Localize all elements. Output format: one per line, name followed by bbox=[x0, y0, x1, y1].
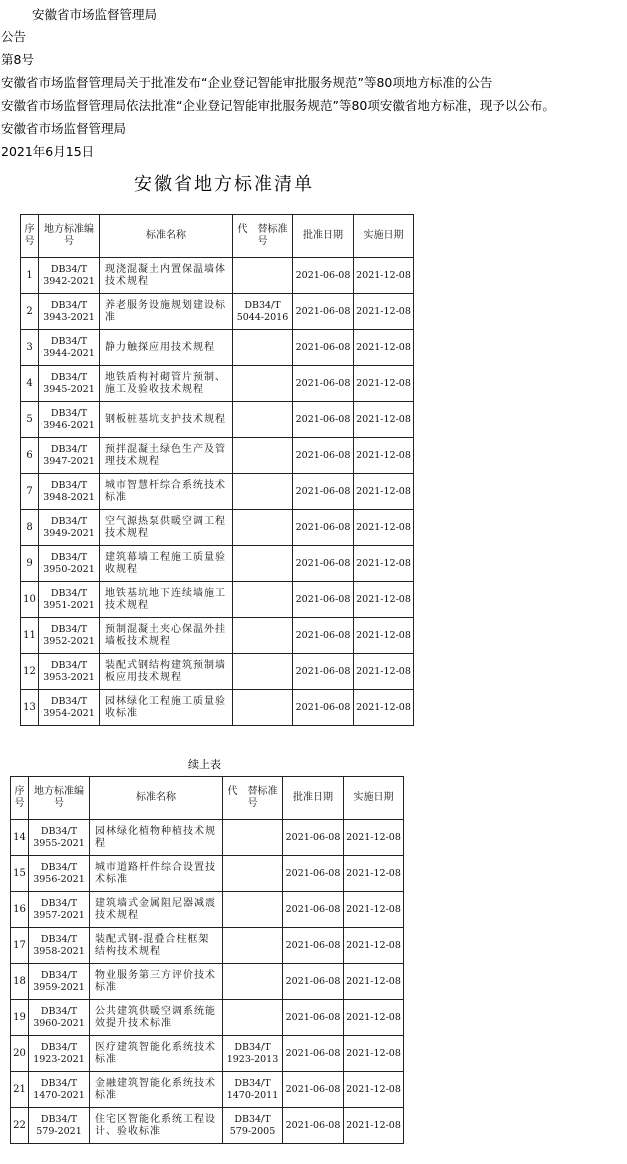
row-replaced-code bbox=[223, 964, 283, 1000]
row-approve-date: 2021-06-08 bbox=[283, 1036, 344, 1072]
row-standard-name: 地铁基坑地下连续墙施工技术规程 bbox=[100, 582, 233, 618]
row-approve-date: 2021-06-08 bbox=[293, 582, 354, 618]
row-standard-name: 医疗建筑智能化系统技术标准 bbox=[90, 1036, 223, 1072]
row-effective-date: 2021-12-08 bbox=[354, 438, 414, 474]
table-header-row bbox=[21, 215, 414, 258]
row-effective-date: 2021-12-08 bbox=[344, 820, 404, 856]
row-standard-code: DB34/T 3958-2021 bbox=[29, 928, 90, 964]
table-row bbox=[11, 820, 404, 856]
row-seq: 1 bbox=[21, 258, 39, 294]
row-standard-name: 养老服务设施规划建设标准 bbox=[100, 294, 233, 330]
row-seq: 17 bbox=[11, 928, 29, 964]
table-row bbox=[21, 654, 414, 690]
continued-label: 续上表 bbox=[188, 758, 221, 771]
row-seq: 11 bbox=[21, 618, 39, 654]
row-standard-name: 园林绿化工程施工质量验收标准 bbox=[100, 690, 233, 726]
row-replaced-code bbox=[233, 582, 293, 618]
row-replaced-code bbox=[223, 928, 283, 964]
standards-table bbox=[20, 214, 414, 726]
row-seq: 5 bbox=[21, 402, 39, 438]
row-standard-name: 地铁盾构衬砌管片预制、施工及验收技术规程 bbox=[100, 366, 233, 402]
row-standard-name: 静力触探应用技术规程 bbox=[100, 330, 233, 366]
row-replaced-code bbox=[233, 690, 293, 726]
row-standard-name: 钢板桩基坑支护技术规程 bbox=[100, 402, 233, 438]
agency-heading: 安徽省市场监督管理局 bbox=[32, 7, 158, 22]
row-standard-code: DB34/T 1470-2021 bbox=[29, 1072, 90, 1108]
row-seq: 14 bbox=[11, 820, 29, 856]
col-name: 标准名称 bbox=[100, 215, 233, 258]
row-seq: 12 bbox=[21, 654, 39, 690]
row-standard-code: DB34/T 3953-2021 bbox=[39, 654, 100, 690]
row-standard-code: DB34/T 3950-2021 bbox=[39, 546, 100, 582]
row-seq: 13 bbox=[21, 690, 39, 726]
col-replaced: 代 替标准号 bbox=[223, 777, 283, 820]
row-seq: 3 bbox=[21, 330, 39, 366]
row-standard-code: DB34/T 3952-2021 bbox=[39, 618, 100, 654]
row-standard-name: 公共建筑供暖空调系统能效提升技术标准 bbox=[90, 1000, 223, 1036]
row-approve-date: 2021-06-08 bbox=[293, 654, 354, 690]
standards-table-continued bbox=[10, 776, 404, 1144]
row-replaced-code bbox=[233, 330, 293, 366]
row-replaced-code bbox=[233, 474, 293, 510]
row-approve-date: 2021-06-08 bbox=[293, 474, 354, 510]
row-seq: 16 bbox=[11, 892, 29, 928]
table-row bbox=[21, 294, 414, 330]
row-standard-code: DB34/T 3949-2021 bbox=[39, 510, 100, 546]
row-replaced-code bbox=[233, 258, 293, 294]
row-seq: 21 bbox=[11, 1072, 29, 1108]
row-replaced-code bbox=[223, 820, 283, 856]
row-approve-date: 2021-06-08 bbox=[293, 294, 354, 330]
row-seq: 10 bbox=[21, 582, 39, 618]
row-replaced-code: DB34/T 1470-2011 bbox=[223, 1072, 283, 1108]
row-standard-code: DB34/T 3959-2021 bbox=[29, 964, 90, 1000]
col-effective-date: 实施日期 bbox=[344, 777, 404, 820]
row-standard-code: DB34/T 3951-2021 bbox=[39, 582, 100, 618]
table-row bbox=[11, 1108, 404, 1144]
row-effective-date: 2021-12-08 bbox=[344, 1072, 404, 1108]
row-standard-name: 建筑墙式金属阻尼器减震技术规程 bbox=[90, 892, 223, 928]
table-row bbox=[21, 366, 414, 402]
row-seq: 19 bbox=[11, 1000, 29, 1036]
row-replaced-code bbox=[233, 510, 293, 546]
col-approve-date: 批准日期 bbox=[293, 215, 354, 258]
table-row bbox=[21, 582, 414, 618]
row-effective-date: 2021-12-08 bbox=[354, 330, 414, 366]
row-seq: 8 bbox=[21, 510, 39, 546]
row-approve-date: 2021-06-08 bbox=[283, 1072, 344, 1108]
row-standard-name: 预制混凝土夹心保温外挂墙板技术规程 bbox=[100, 618, 233, 654]
col-seq: 序号 bbox=[21, 215, 39, 258]
row-standard-name: 城市智慧杆综合系统技术标准 bbox=[100, 474, 233, 510]
col-code: 地方标准编 号 bbox=[29, 777, 90, 820]
row-effective-date: 2021-12-08 bbox=[354, 546, 414, 582]
table-row bbox=[11, 1000, 404, 1036]
table-header-row bbox=[11, 777, 404, 820]
row-standard-code: DB34/T 3956-2021 bbox=[29, 856, 90, 892]
row-standard-name: 装配式钢-混叠合柱框架结构技术规程 bbox=[90, 928, 223, 964]
table-row bbox=[11, 964, 404, 1000]
row-replaced-code bbox=[223, 1000, 283, 1036]
row-replaced-code bbox=[233, 618, 293, 654]
row-standard-code: DB34/T 3945-2021 bbox=[39, 366, 100, 402]
row-replaced-code bbox=[233, 366, 293, 402]
row-standard-name: 空气源热泵供暖空调工程技术规程 bbox=[100, 510, 233, 546]
row-standard-code: DB34/T 3948-2021 bbox=[39, 474, 100, 510]
notice-date: 2021年6月15日 bbox=[1, 144, 95, 159]
row-effective-date: 2021-12-08 bbox=[344, 964, 404, 1000]
col-seq: 序号 bbox=[11, 777, 29, 820]
row-standard-code: DB34/T 3954-2021 bbox=[39, 690, 100, 726]
table-row bbox=[21, 330, 414, 366]
row-standard-code: DB34/T 3944-2021 bbox=[39, 330, 100, 366]
row-seq: 18 bbox=[11, 964, 29, 1000]
row-effective-date: 2021-12-08 bbox=[344, 892, 404, 928]
row-effective-date: 2021-12-08 bbox=[354, 402, 414, 438]
row-seq: 15 bbox=[11, 856, 29, 892]
row-approve-date: 2021-06-08 bbox=[293, 690, 354, 726]
row-standard-code: DB34/T 579-2021 bbox=[29, 1108, 90, 1144]
row-effective-date: 2021-12-08 bbox=[354, 474, 414, 510]
table-row bbox=[21, 474, 414, 510]
row-replaced-code bbox=[233, 546, 293, 582]
table-row bbox=[21, 438, 414, 474]
row-standard-code: DB34/T 3955-2021 bbox=[29, 820, 90, 856]
table-row bbox=[11, 1036, 404, 1072]
row-effective-date: 2021-12-08 bbox=[354, 618, 414, 654]
row-effective-date: 2021-12-08 bbox=[344, 856, 404, 892]
row-effective-date: 2021-12-08 bbox=[344, 928, 404, 964]
row-approve-date: 2021-06-08 bbox=[283, 928, 344, 964]
table-row bbox=[11, 892, 404, 928]
col-name: 标准名称 bbox=[90, 777, 223, 820]
table-row bbox=[21, 618, 414, 654]
table-row bbox=[21, 690, 414, 726]
row-standard-name: 金融建筑智能化系统技术标准 bbox=[90, 1072, 223, 1108]
notice-body: 安徽省市场监督管理局依法批准“企业登记智能审批服务规范”等80项安徽省地方标准，现予以公布。 bbox=[1, 98, 555, 113]
row-replaced-code bbox=[233, 402, 293, 438]
row-standard-name: 园林绿化植物种植技术规程 bbox=[90, 820, 223, 856]
row-replaced-code: DB34/T 1923-2013 bbox=[223, 1036, 283, 1072]
row-seq: 6 bbox=[21, 438, 39, 474]
row-seq: 2 bbox=[21, 294, 39, 330]
row-effective-date: 2021-12-08 bbox=[354, 654, 414, 690]
row-standard-code: DB34/T 3942-2021 bbox=[39, 258, 100, 294]
col-approve-date: 批准日期 bbox=[283, 777, 344, 820]
row-effective-date: 2021-12-08 bbox=[354, 582, 414, 618]
table-row bbox=[21, 402, 414, 438]
row-replaced-code bbox=[223, 892, 283, 928]
row-approve-date: 2021-06-08 bbox=[293, 510, 354, 546]
row-replaced-code bbox=[233, 438, 293, 474]
row-standard-name: 装配式钢结构建筑预制墙板应用技术规程 bbox=[100, 654, 233, 690]
row-approve-date: 2021-06-08 bbox=[283, 1000, 344, 1036]
row-replaced-code bbox=[223, 856, 283, 892]
col-effective-date: 实施日期 bbox=[354, 215, 414, 258]
notice-type: 公告 bbox=[1, 29, 27, 44]
row-replaced-code: DB34/T 579-2005 bbox=[223, 1108, 283, 1144]
list-title: 安徽省地方标准清单 bbox=[134, 174, 314, 195]
row-approve-date: 2021-06-08 bbox=[283, 892, 344, 928]
row-effective-date: 2021-12-08 bbox=[344, 1036, 404, 1072]
table-row bbox=[11, 928, 404, 964]
row-standard-code: DB34/T 3943-2021 bbox=[39, 294, 100, 330]
row-seq: 22 bbox=[11, 1108, 29, 1144]
col-replaced: 代 替标准号 bbox=[233, 215, 293, 258]
row-standard-code: DB34/T 3947-2021 bbox=[39, 438, 100, 474]
col-code: 地方标准编 号 bbox=[39, 215, 100, 258]
notice-headline: 安徽省市场监督管理局关于批准发布“企业登记智能审批服务规范”等80项地方标准的公告 bbox=[1, 75, 493, 90]
row-approve-date: 2021-06-08 bbox=[293, 330, 354, 366]
row-standard-code: DB34/T 3957-2021 bbox=[29, 892, 90, 928]
row-standard-name: 现浇混凝土内置保温墙体技术规程 bbox=[100, 258, 233, 294]
row-approve-date: 2021-06-08 bbox=[293, 438, 354, 474]
row-approve-date: 2021-06-08 bbox=[293, 618, 354, 654]
row-effective-date: 2021-12-08 bbox=[354, 258, 414, 294]
row-approve-date: 2021-06-08 bbox=[293, 258, 354, 294]
row-standard-name: 预拌混凝土绿色生产及管理技术规程 bbox=[100, 438, 233, 474]
notice-number: 第8号 bbox=[1, 52, 34, 67]
row-approve-date: 2021-06-08 bbox=[283, 1108, 344, 1144]
row-standard-code: DB34/T 3946-2021 bbox=[39, 402, 100, 438]
row-standard-name: 物业服务第三方评价技术标准 bbox=[90, 964, 223, 1000]
row-approve-date: 2021-06-08 bbox=[293, 546, 354, 582]
table-row bbox=[11, 1072, 404, 1108]
row-replaced-code: DB34/T 5044-2016 bbox=[233, 294, 293, 330]
row-seq: 9 bbox=[21, 546, 39, 582]
row-seq: 7 bbox=[21, 474, 39, 510]
row-standard-name: 建筑幕墙工程施工质量验收规程 bbox=[100, 546, 233, 582]
row-effective-date: 2021-12-08 bbox=[354, 690, 414, 726]
table-row bbox=[21, 258, 414, 294]
row-effective-date: 2021-12-08 bbox=[344, 1000, 404, 1036]
table-row bbox=[21, 510, 414, 546]
row-replaced-code bbox=[233, 654, 293, 690]
row-approve-date: 2021-06-08 bbox=[293, 402, 354, 438]
row-effective-date: 2021-12-08 bbox=[354, 294, 414, 330]
row-effective-date: 2021-12-08 bbox=[354, 510, 414, 546]
row-seq: 4 bbox=[21, 366, 39, 402]
row-effective-date: 2021-12-08 bbox=[354, 366, 414, 402]
row-approve-date: 2021-06-08 bbox=[283, 820, 344, 856]
row-standard-code: DB34/T 1923-2021 bbox=[29, 1036, 90, 1072]
row-seq: 20 bbox=[11, 1036, 29, 1072]
row-standard-code: DB34/T 3960-2021 bbox=[29, 1000, 90, 1036]
table-row bbox=[21, 546, 414, 582]
row-approve-date: 2021-06-08 bbox=[283, 964, 344, 1000]
row-standard-name: 住宅区智能化系统工程设计、验收标准 bbox=[90, 1108, 223, 1144]
row-approve-date: 2021-06-08 bbox=[293, 366, 354, 402]
row-approve-date: 2021-06-08 bbox=[283, 856, 344, 892]
table-row bbox=[11, 856, 404, 892]
notice-signature: 安徽省市场监督管理局 bbox=[1, 121, 127, 136]
row-standard-name: 城市道路杆件综合设置技术标准 bbox=[90, 856, 223, 892]
row-effective-date: 2021-12-08 bbox=[344, 1108, 404, 1144]
